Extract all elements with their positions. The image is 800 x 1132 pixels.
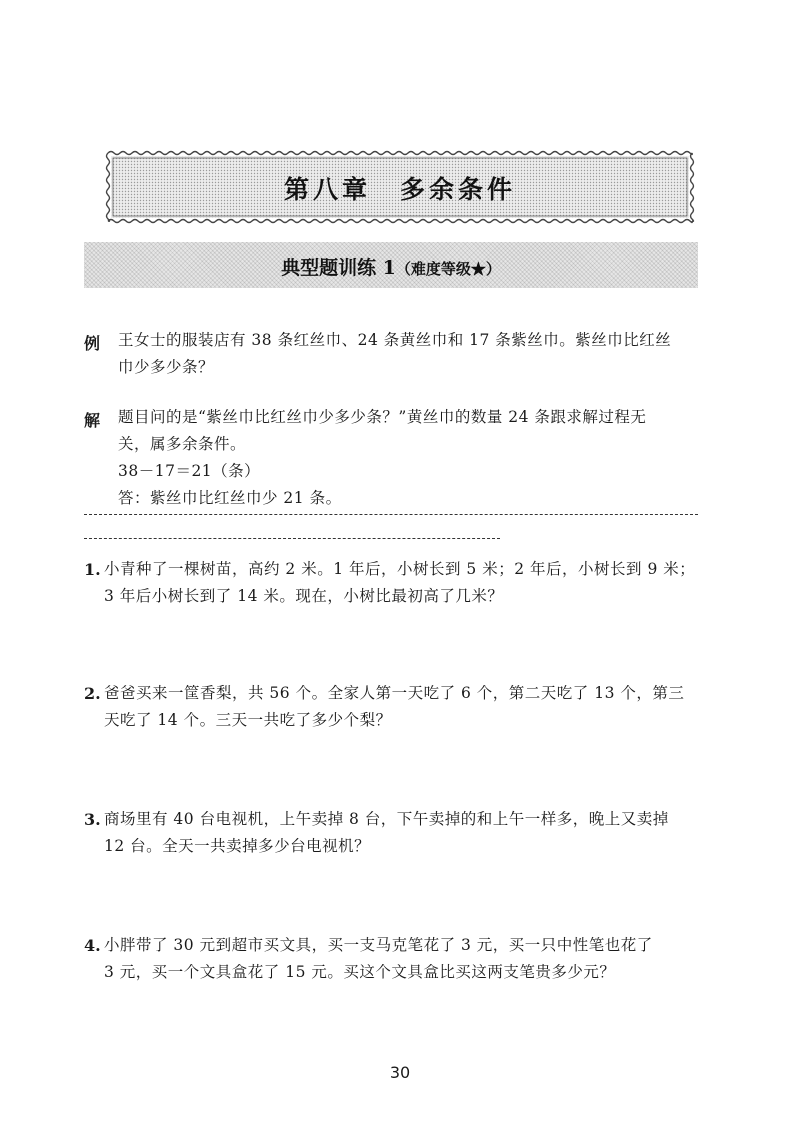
example-line: 王女士的服装店有 38 条红丝巾、24 条黄丝巾和 17 条紫丝巾。紫丝巾比红丝 <box>118 331 672 349</box>
example-text <box>118 327 671 381</box>
question-line: 3 年后小树长到了 14 米。现在，小树比最初高了几米？ <box>104 587 504 605</box>
solution-line: 题目问的是“紫丝巾比红丝巾少多少条？”黄丝巾的数量 24 条跟求解过程无 <box>118 408 647 426</box>
solution-line: 关，属多余条件。 <box>118 435 247 453</box>
question-text <box>104 556 695 610</box>
question-line: 爸爸买来一筐香梨，共 56 个。全家人第一天吃了 6 个，第二天吃了 13 个，第三 <box>104 684 685 702</box>
solution-answer: 答：紫丝巾比红丝巾少 21 条。 <box>118 489 342 507</box>
section-title <box>84 253 698 280</box>
section-banner <box>84 242 698 288</box>
question-line: 天吃了 14 个。三天一共吃了多少个梨？ <box>104 711 392 729</box>
question-line: 小青种了一棵树苗，高约 2 米。1 年后，小树长到 5 米；2 年后，小树长到 9 米； <box>104 560 696 578</box>
chapter-banner <box>103 148 697 226</box>
solution-text <box>118 404 646 512</box>
section-title-main: 典型题训练 1 <box>281 257 396 279</box>
dashed-divider <box>84 538 500 539</box>
question-number: 4. <box>84 936 101 955</box>
question-text <box>104 806 669 860</box>
question-line: 12 台。全天一共卖掉多少台电视机？ <box>104 837 371 855</box>
question-number: 1. <box>84 560 101 579</box>
page-number: 30 <box>389 1063 411 1082</box>
question-line: 小胖带了 30 元到超市买文具，买一支马克笔花了 3 元，买一只中性笔也花了 <box>104 936 653 954</box>
question-line: 商场里有 40 台电视机，上午卖掉 8 台，下午卖掉的和上午一样多，晚上又卖掉 <box>104 810 669 828</box>
question-number: 3. <box>84 810 101 829</box>
solution-equation: 38－17＝21（条） <box>118 462 261 480</box>
question-text <box>104 932 653 986</box>
question-text <box>104 680 684 734</box>
solution-label: 解 <box>84 411 101 430</box>
example-label: 例 <box>84 334 101 353</box>
question-number: 2. <box>84 684 101 703</box>
question-line: 3 元，买一个文具盒花了 15 元。买这个文具盒比买这两支笔贵多少元？ <box>104 963 616 981</box>
chapter-title: 第八章 多余条件 <box>283 175 516 204</box>
example-line: 巾少多少条？ <box>118 358 215 376</box>
section-difficulty: （难度等级★） <box>395 260 501 278</box>
dashed-divider <box>84 514 698 515</box>
